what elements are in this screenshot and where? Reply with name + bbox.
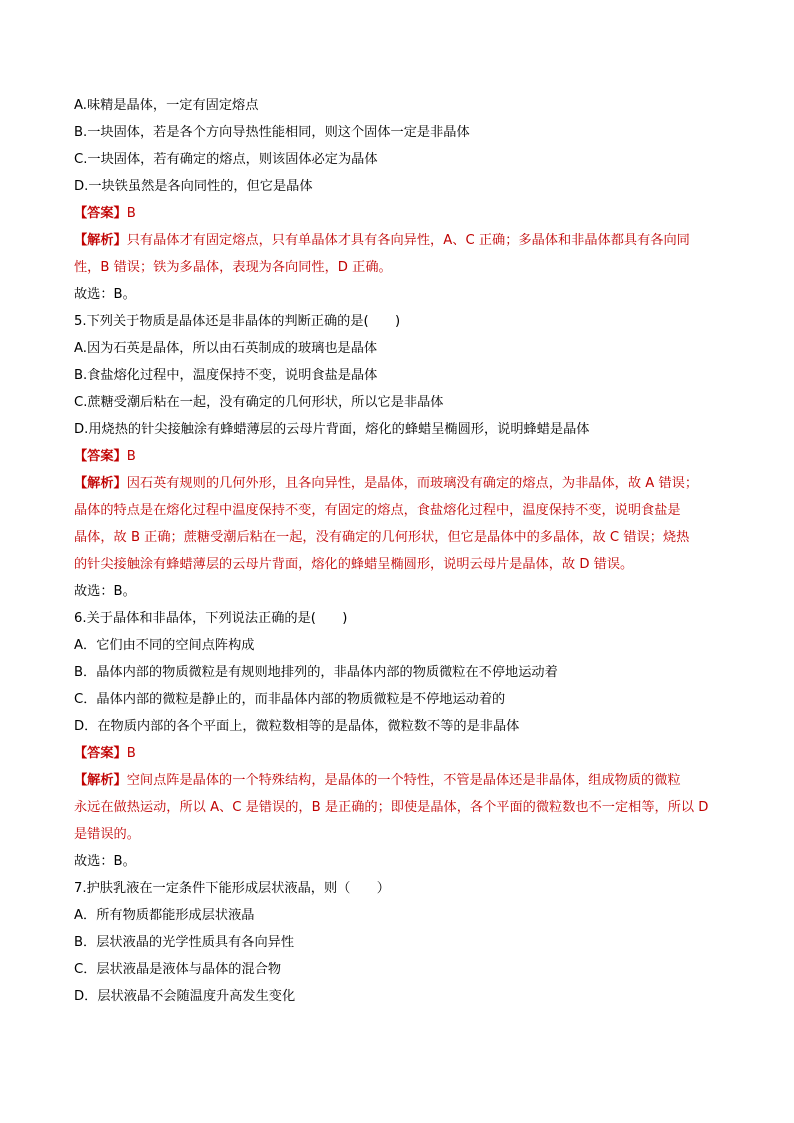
option-a: A．所有物质都能形成层状液晶	[74, 908, 255, 923]
answer-value: B	[126, 206, 136, 221]
analysis-tag: 【解析】	[74, 233, 127, 248]
option-c: C.一块固体，若有确定的熔点，则该固体必定为晶体	[74, 152, 378, 167]
option-d: D.一块铁虽然是各向同性的，但它是晶体	[74, 179, 313, 194]
analysis-line: 晶体，故 B 正确；蔗糖受潮后粘在一起，没有确定的几何形状，但它是晶体中的多晶体，故 C 错误；烧热	[74, 530, 690, 545]
analysis-line: 的针尖接触涂有蜂蜡薄层的云母片背面，熔化的蜂蜡呈椭圆形，说明云母片是晶体，故 D 错误。	[74, 557, 634, 572]
option-d: D.用烧热的针尖接触涂有蜂蜡薄层的云母片背面，熔化的蜂蜡呈椭圆形，说明蜂蜡是晶体	[74, 422, 590, 437]
question-stem: 5.下列关于物质是晶体还是非晶体的判断正确的是( )	[74, 314, 401, 329]
analysis-line: 晶体的特点是在熔化过程中温度保持不变，有固定的熔点，食盐熔化过程中，温度保持不变，说明食盐是	[74, 503, 681, 518]
conclusion: 故选：B。	[74, 854, 136, 869]
answer-tag: 【答案】	[74, 746, 127, 761]
answer-value: B	[126, 746, 136, 761]
analysis-block	[74, 470, 734, 578]
analysis-tag: 【解析】	[74, 773, 127, 788]
document-page	[74, 92, 734, 1010]
option-d: D．在物质内部的各个平面上，微粒数相等的是晶体，微粒数不等的是非晶体	[74, 719, 520, 734]
question-stem: 7.护肤乳液在一定条件下能形成层状液晶，则（ ）	[74, 881, 390, 896]
analysis-block	[74, 227, 734, 281]
answer-tag: 【答案】	[74, 206, 127, 221]
answer-line	[74, 200, 734, 227]
analysis-line: 只有晶体才有固定熔点，只有单晶体才具有各向异性，A、C 正确；多晶体和非晶体都具有各向同	[126, 233, 690, 248]
question-5	[74, 308, 734, 605]
option-d: D．层状液晶不会随温度升高发生变化	[74, 989, 296, 1004]
conclusion: 故选：B。	[74, 584, 136, 599]
question-6	[74, 605, 734, 875]
analysis-tag: 【解析】	[74, 476, 127, 491]
question-4	[74, 92, 734, 308]
analysis-line: 因石英有规则的几何外形，且各向异性，是晶体，而玻璃没有确定的熔点，为非晶体，故 A 错误；	[126, 476, 699, 491]
question-7	[74, 875, 734, 1010]
option-b: B.一块固体，若是各个方向导热性能相同，则这个固体一定是非晶体	[74, 125, 470, 140]
answer-line	[74, 443, 734, 470]
analysis-line: 性，B 错误；铁为多晶体，表现为各向同性，D 正确。	[74, 260, 392, 275]
option-a: A．它们由不同的空间点阵构成	[74, 638, 255, 653]
conclusion: 故选：B。	[74, 287, 136, 302]
option-c: C．层状液晶是液体与晶体的混合物	[74, 962, 282, 977]
answer-value: B	[126, 449, 136, 464]
question-stem: 6.关于晶体和非晶体，下列说法正确的是( )	[74, 611, 348, 626]
answer-tag: 【答案】	[74, 449, 127, 464]
answer-line	[74, 740, 734, 767]
option-b: B．晶体内部的物质微粒是有规则地排列的，非晶体内部的物质微粒在不停地运动着	[74, 665, 558, 680]
option-c: C．晶体内部的微粒是静止的，而非晶体内部的物质微粒是不停地运动着的	[74, 692, 506, 707]
analysis-line: 是错误的。	[74, 827, 140, 842]
analysis-line: 空间点阵是晶体的一个特殊结构，是晶体的一个特性，不管是晶体还是非晶体，组成物质的微粒	[126, 773, 681, 788]
analysis-line: 永远在做热运动，所以 A、C 是错误的，B 是正确的；即使是晶体，各个平面的微粒数也不一定相等，所以 D	[74, 800, 709, 815]
option-a: A.因为石英是晶体，所以由石英制成的玻璃也是晶体	[74, 341, 378, 356]
analysis-block	[74, 767, 734, 848]
option-b: B．层状液晶的光学性质具有各向异性	[74, 935, 295, 950]
option-b: B.食盐熔化过程中，温度保持不变，说明食盐是晶体	[74, 368, 378, 383]
option-c: C.蔗糖受潮后粘在一起，没有确定的几何形状，所以它是非晶体	[74, 395, 444, 410]
option-a: A.味精是晶体，一定有固定熔点	[74, 98, 259, 113]
